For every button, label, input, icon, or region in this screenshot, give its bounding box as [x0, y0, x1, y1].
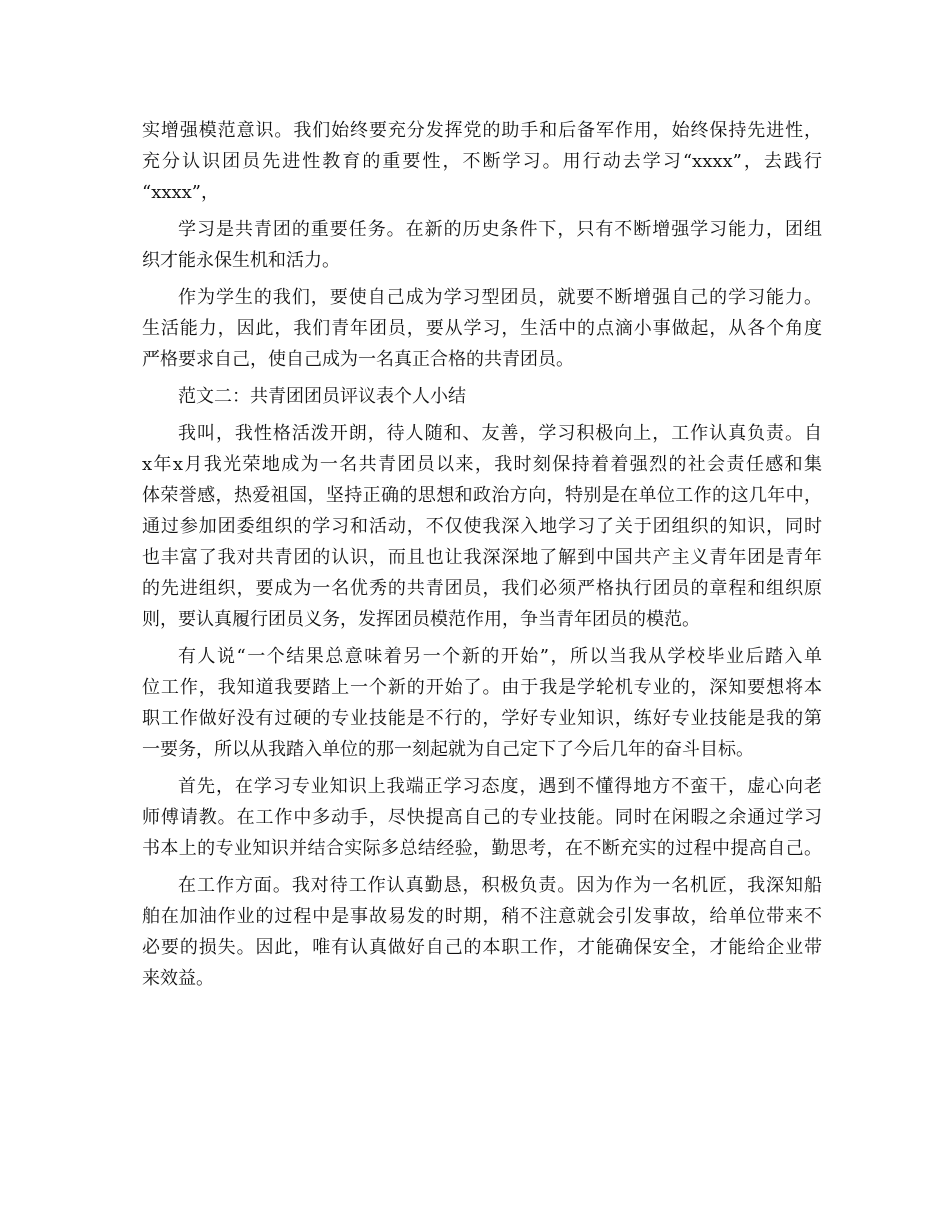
text-line: 来效益。 [142, 968, 214, 989]
text-line: “xxxx”， [142, 182, 220, 203]
paragraph-first-line: 我叫，我性格活泼开朗，待人随和、友善，学习积极向上，工作认真负责。自 [178, 423, 822, 444]
text-line: x年x月我光荣地成为一名共青团员以来，我时刻保持着着强烈的社会责任感和集 [142, 454, 822, 475]
section-heading: 范文二：共青团团员评议表个人小结 [178, 386, 466, 407]
text-line: 充分认识团员先进性教育的重要性，不断学习。用行动去学习“xxxx”，去践行 [142, 151, 822, 172]
document-body [142, 115, 822, 994]
paragraph-first-line: 作为学生的我们，要使自己成为学习型团员，就要不断增强自己的学习能力。 [178, 287, 822, 308]
text-line: 实增强模范意识。我们始终要充分发挥党的助手和后备军作用，始终保持先进性， [142, 120, 822, 141]
text-line: 则，要认真履行团员义务，发挥团员模范作用，争当青年团员的模范。 [142, 609, 700, 630]
text-line: 师傅请教。在工作中多动手，尽快提高自己的专业技能。同时在闲暇之余通过学习 [142, 807, 822, 828]
text-line: 严格要求自己，使自己成为一名真正合格的共青团员。 [142, 349, 574, 370]
text-line: 书本上的专业知识并结合实际多总结经验，勤思考，在不断充实的过程中提高自己。 [142, 838, 822, 859]
text-line: 织才能永保生机和活力。 [142, 250, 340, 271]
paragraph-first-line: 在工作方面。我对待工作认真勤恳，积极负责。因为作为一名机匠，我深知船 [178, 875, 822, 896]
text-line: 体荣誉感，热爱祖国，坚持正确的思想和政治方向，特别是在单位工作的这几年中， [142, 485, 822, 506]
text-line: 一要务，所以从我踏入单位的那一刻起就为自己定下了今后几年的奋斗目标。 [142, 739, 754, 760]
text-line: 必要的损失。因此，唯有认真做好自己的本职工作，才能确保安全，才能给企业带 [142, 937, 822, 958]
text-line: 也丰富了我对共青团的认识，而且也让我深深地了解到中国共产主义青年团是青年 [142, 547, 822, 568]
paragraph-first-line: 有人说“一个结果总意味着另一个新的开始”，所以当我从学校毕业后踏入单 [178, 646, 822, 667]
paragraph-first-line: 首先，在学习专业知识上我端正学习态度，遇到不懂得地方不蛮干，虚心向老 [178, 776, 822, 797]
text-line: 职工作做好没有过硬的专业技能是不行的，学好专业知识，练好专业技能是我的第 [142, 708, 822, 729]
text-line: 生活能力，因此，我们青年团员，要从学习，生活中的点滴小事做起，从各个角度 [142, 318, 822, 339]
text-line: 位工作，我知道我要踏上一个新的开始了。由于我是学轮机专业的，深知要想将本 [142, 677, 822, 698]
text-line: 通过参加团委组织的学习和活动，不仅使我深入地学习了关于团组织的知识，同时 [142, 516, 822, 537]
text-line: 舶在加油作业的过程中是事故易发的时期，稍不注意就会引发事故，给单位带来不 [142, 906, 822, 927]
text-line: 的先进组织，要成为一名优秀的共青团员，我们必须严格执行团员的章程和组织原 [142, 578, 822, 599]
paragraph-first-line: 学习是共青团的重要任务。在新的历史条件下，只有不断增强学习能力，团组 [178, 219, 822, 240]
